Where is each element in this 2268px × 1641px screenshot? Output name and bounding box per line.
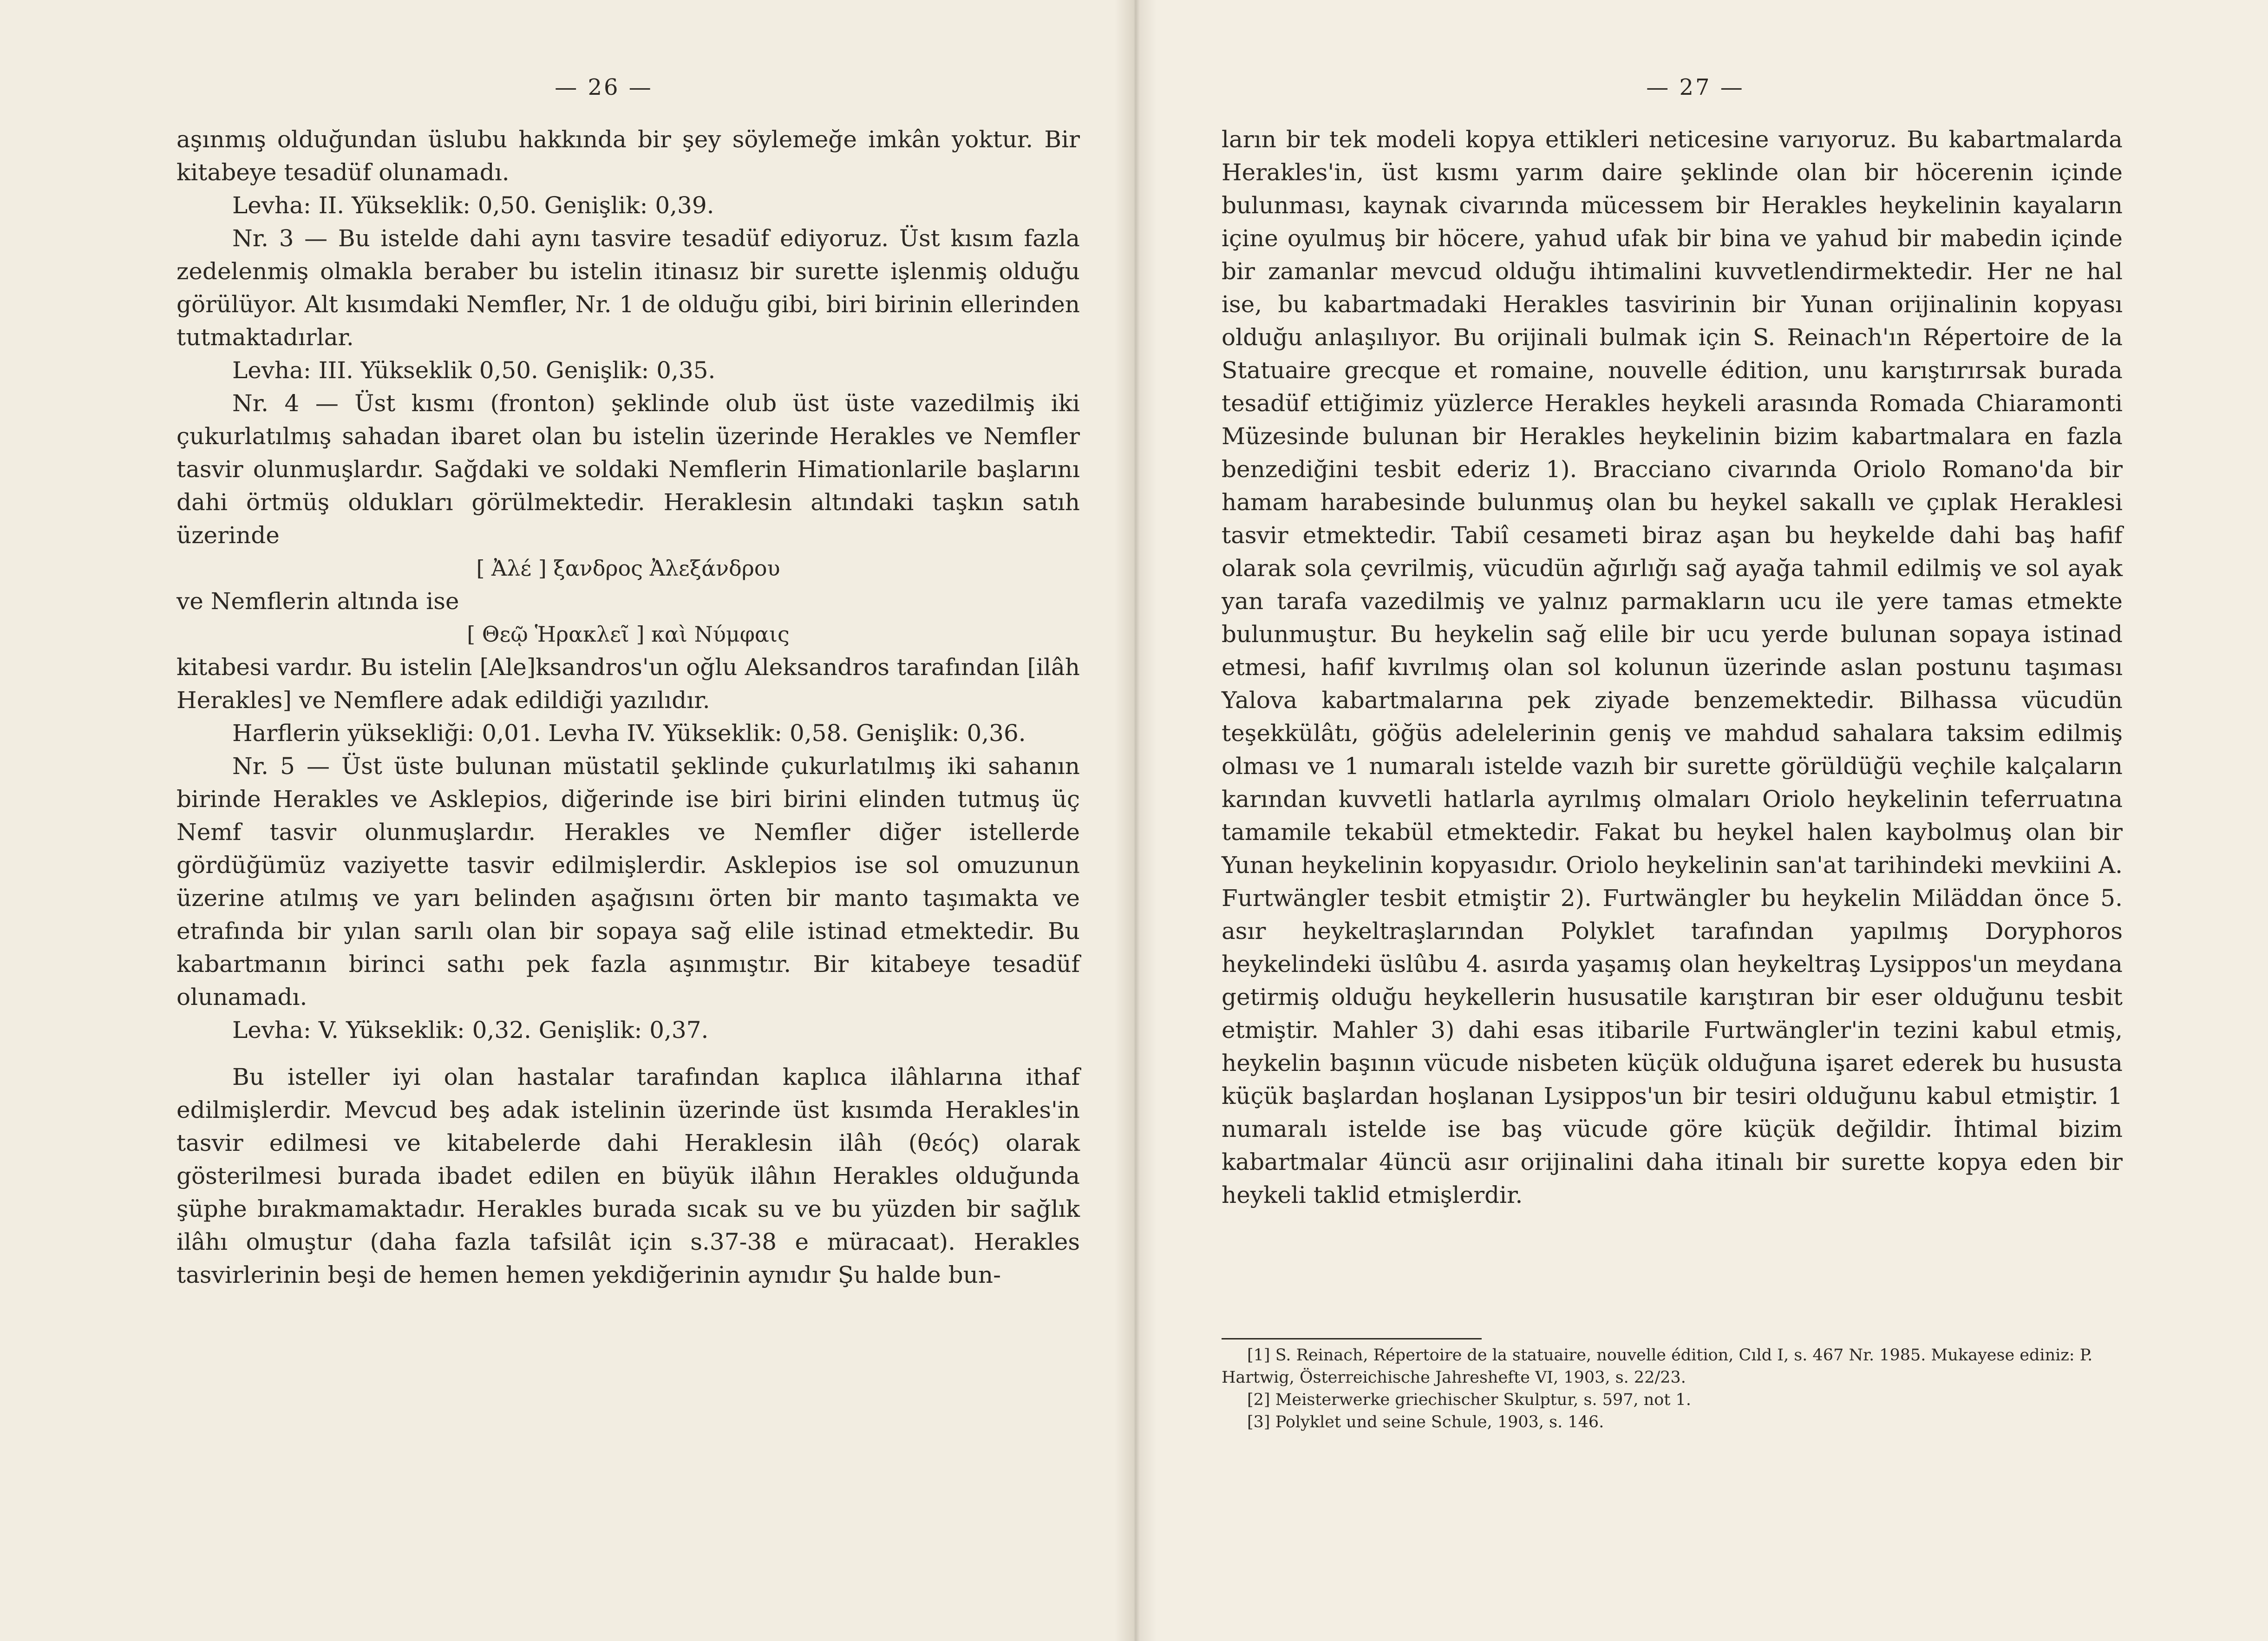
footnote: [3] Polyklet und seine Schule, 1903, s. 146. bbox=[1247, 1413, 1604, 1431]
paragraph: ların bir tek modeli kopya ettikleri neticesine varıyoruz. Bu kabartmalarda Herakles'in, üst kısmı yarım daire şeklinde olan bir höcerenin içinde bulunması, kaynak civarında mücessem bir Herakles heykelinin kayaların içine oyulmuş bir höcere, yahud ufak bir bina ve yahud bir mabedin içinde bir zamanlar mevcud olduğu ihtimalini kuvvetlendirmektedir. Her ne hal ise, bu kabartmadaki Herakles tasvirinin bir Yunan orijinalinin kopyası olduğu anlaşılıyor. Bu orijinali bulmak için S. Reinach'ın Répertoire de la Statuaire grecque et romaine, nouvelle édition, unu karıştırırsak burada tesadüf ettiğimiz yüzlerce Herakles heykeli arasında Romada Chiaramonti Müzesinde bulunan bir Herakles heykelinin bizim kabartmalara en fazla benzediğini tesbit ederiz 1). Bracciano civarında Oriolo Romano'da bir hamam harabesinde bulunmuş olan bu heykel sakallı ve çıplak Heraklesi tasvir etmektedir. Tabiî cesameti biraz aşan bu heykelde dahi baş hafif olarak sola çevrilmiş, vücudün ağırlığı sağ ayağa tahmil edilmiş ve sol ayak yan tarafa vazedilmiş ve yalnız parmakların ucu ile yere tamas etmekte bulunmuştur. Bu heykelin sağ elile bir ucu yerde bulunan sopaya istinad etmesi, hafif kıvrılmış olan sol kolunun üzerinde aslan postunu taşıması Yalova kabartmalarına pek ziyade benzemektedir. Bilhassa vücudün teşekkülâtı, göğüs adelelerinin geniş ve mahdud sahalara taksim edilmiş olması ve 1 numaralı istelde vazıh bir surette görüldüğü veçhile kalçaların karından kuvvetli hatlarla ayrılmış olmaları Oriolo heykelinin teferruatına tamamile tekabül etmektedir. Fakat bu heykel halen kaybolmuş olan bir Yunan heykelinin kopyasıdır. Oriolo heykelinin san'at tarihindeki mevkiini A. Furtwängler tesbit etmiştir 2). Furtwängler bu heykelin Miläddan önce 5. asır heykeltraşlarından Polyklet tarafından yapılmış Doryphoros heykelindeki üslûbu 4. asırda yaşamış olan heykeltraş Lysippos'un meydana getirmiş olduğu heykellerin hususatile karıştıran bir eser olduğunu tesbit etmiştir. Mahler 3) dahi esas itibarile Furtwängler'in tezini kabul etmiş, heykelin başının vücude nisbeten küçük olduğuna işaret ederek bu hususta küçük başlardan hoşlanan Lysippos'un bir tesiri olduğunu kabul etmiştir. 1 numaralı istelde ise baş vücude göre küçük değildir. İhtimal bizim kabartmalar 4üncü asır orijinalini daha itinalı bir surette kopya eden bir heykeli taklid etmişlerdir. bbox=[1222, 126, 2123, 1208]
footnotes bbox=[1222, 1338, 2123, 1433]
paragraph: Nr. 3 — Bu istelde dahi aynı tasvire tesadüf ediyoruz. Üst kısım fazla zedelenmiş olmakla beraber bu istelin itinasız bir surette işlenmiş olduğu görülüyor. Alt kısımdaki Nemfler, Nr. 1 de olduğu gibi, biri birinin ellerinden tutmaktadırlar. bbox=[176, 225, 1080, 351]
page-number: — 26 — bbox=[555, 74, 653, 100]
paragraph: Nr. 4 — Üst kısmı (fronton) şeklinde olub üst üste vazedilmiş iki çukurlatılmış sahadan ibaret olan bu istelin üzerinde Herakles ve Nemfler tasvir olunmuşlardır. Sağdaki ve soldaki Nemflerin Himationlarile başlarını dahi örtmüş oldukları görülmektedir. Heraklesin altındaki taşkın satıh üzerinde bbox=[176, 390, 1080, 549]
paragraph: Bu isteller iyi olan hastalar tarafından kaplıca ilâhlarına ithaf edilmişlerdir. Mevcud beş adak istelinin üzerinde üst kısımda Herakles'in tasvir edilmesi ve kitabelerde dahi Heraklesin ilâh (θεός) olarak gösterilmesi burada ibadet edilen en büyük ilâhın Herakles olduğunda şüphe bırakmamaktadır. Herakles burada sıcak su ve bu yüzden bir sağlık ilâhı olmuştur (daha fazla tafsilât için s.37-38 e müracaat). Herakles tasvirlerinin beşi de hemen hemen yekdiğerinin aynıdır Şu halde bun- bbox=[176, 1063, 1080, 1288]
book-gutter bbox=[1115, 0, 1157, 1641]
plate-info: Levha: II. Yükseklik: 0,50. Genişlik: 0,39. bbox=[232, 192, 714, 219]
paragraph: kitabesi vardır. Bu istelin [Ale]ksandros'un oğlu Aleksandros tarafından [ilâh Herakles] ve Nemflere adak edildiği yazılıdır. bbox=[176, 654, 1080, 714]
spacer bbox=[176, 1047, 1080, 1061]
footnote: [1] S. Reinach, Répertoire de la statuaire, nouvelle édition, Cıld I, s. 467 Nr. 1985. Mukayese ediniz: P. Hartwig, Österreichische Jahreshefte VI, 1903, s. 22/23. bbox=[1222, 1346, 2093, 1387]
plate-info: Harflerin yüksekliği: 0,01. Levha IV. Yükseklik: 0,58. Genişlik: 0,36. bbox=[232, 720, 1026, 747]
paragraph: ve Nemflerin altında ise bbox=[176, 588, 459, 615]
footnote: [2] Meisterwerke griechischer Skulptur, s. 597, not 1. bbox=[1247, 1391, 1691, 1409]
left-text-block bbox=[176, 123, 1080, 1292]
plate-info: Levha: V. Yükseklik: 0,32. Genişlik: 0,37. bbox=[232, 1017, 709, 1044]
paragraph: aşınmış olduğundan üslubu hakkında bir şey söylemeğe imkân yoktur. Bir kitabeye tesadüf olunamadı. bbox=[176, 126, 1080, 186]
footnote-rule bbox=[1222, 1338, 1482, 1339]
right-text-block bbox=[1222, 123, 2123, 1212]
plate-info: Levha: III. Yükseklik 0,50. Genişlik: 0,35. bbox=[232, 357, 716, 384]
page-number: — 27 — bbox=[1646, 74, 1745, 100]
paragraph: Nr. 5 — Üst üste bulunan müstatil şeklinde çukurlatılmış iki sahanın birinde Herakles ve Asklepios, diğerinde ise biri birini elinden tutmuş üç Nemf tasvir olunmuşlardır. Herakles ve Nemfler diğer istellerde gördüğümüz vaziyette tasvir edilmişlerdir. Asklepios ise sol omuzunun üzerine atılmış ve yarı belinden aşağısını örten bir manto taşımakta ve etrafında bir yılan sarılı olan bir sopaya sağ elile istinad etmektedir. Bu kabartmanın birinci sathı pek fazla aşınmıştır. Bir kitabeye tesadüf olunamadı. bbox=[176, 753, 1080, 1011]
greek-inscription: [ Θεῷ Ἡρακλεῖ ] καὶ Νύμφαις bbox=[467, 622, 790, 647]
greek-inscription: [ Ἀλέ ] ξανδρος Ἀλεξάνδρου bbox=[476, 556, 780, 581]
right-page bbox=[1133, 0, 2268, 1641]
left-page bbox=[0, 0, 1133, 1641]
